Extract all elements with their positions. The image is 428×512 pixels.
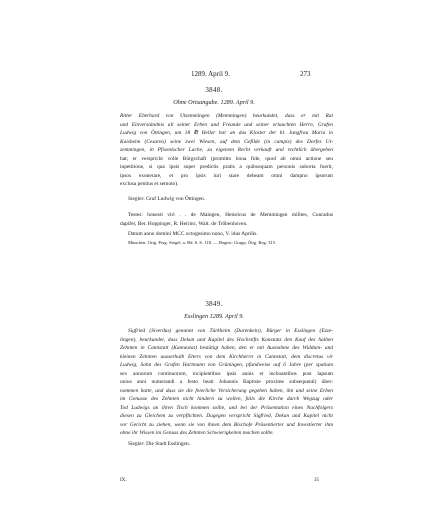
regest-line: ohne ihr Wissen im Genuss des Zehnten Schwierigkeiten machen sollte.: [120, 430, 274, 436]
page-number: 273: [300, 70, 311, 78]
datum-line: Datum anno domini MCC octogesimo nono, V. idus Aprilis.: [128, 231, 258, 237]
regest-line: lingen), beurkundet, dass Dekan und Kapitel des Hochstifts Konstanz den Kauf des halben: [120, 336, 333, 343]
regest-line: ipsos exonerare, et pro ipsis iuri stare debeam omni dampno ipsorum: [120, 172, 333, 179]
regest-line: inpetitione, si qua ipsis super predictis pratis a quibusquam personis suborta fuerit,: [120, 164, 333, 170]
running-head-date: 1289. April 9.: [191, 70, 230, 78]
regest-line: nommen hatte, und dass sie die feierliche Versicherung gegeben haben, ihn und seine Erben: [120, 387, 333, 394]
regest-paragraph: [120, 327, 333, 438]
regest-paragraph: [120, 112, 333, 189]
regest-line: und Einverständnis all seiner Erben und Freunde und seiner erlauchten Herrn, Grafen: [120, 121, 333, 128]
regest-line: Ludwig, Sohn des Grafen Hartmann von Grüningen, pfandweise auf 6 Jahre (per spatium: [120, 362, 333, 368]
sheet-signature: 35: [314, 478, 319, 483]
testes-paragraph: [120, 211, 333, 228]
testes-line: Testes: honesti viri . . de Maingen, Heinricus de Memmingen milites, Cunradus: [128, 212, 333, 218]
document-number: 3849.: [205, 300, 223, 308]
regest-line: Sigfried (Siverdus) genannt von Türkheim (Durenkein), Bürger in Esslingen (Ezze-: [128, 328, 333, 334]
regest-line: Kaisheim (Cesarea) seine zwei Wiesen, auf dem Gefilde (in campis) des Dorfes Ut-: [120, 138, 333, 145]
regest-line: vor Gericht zu ziehen, wenn sie von ihnen dem Bischofe Präsentierter und Investierter ihm: [120, 421, 333, 428]
regest-line: sex annorum continuorum, incipientibus ipsis annis et inchoantibus post lapsum: [120, 370, 333, 377]
document-place-date: Esslingen 1289. April 9.: [184, 313, 244, 320]
document-place-date: Ohne Ortsangabe. 1289. April 9.: [173, 99, 255, 106]
regest-line: unius anni numerandi a festo beati Johannis Baptiste proxime subsequenti) über-: [120, 379, 333, 385]
document-number: 3848.: [205, 86, 223, 94]
regest-line: Ritter Eberhard von Utzemmingen (Memmingen) beurkundet, dass er mit Rat: [120, 113, 333, 119]
source-note: München. Orig. Perg. Siegel, a. Bd. 6, S. 118. — Regest: Grupp, Öttg. Reg. 315.: [128, 240, 277, 245]
siegler-line: Siegler: Die Stadt Esslingen.: [128, 441, 190, 447]
siegler-line: Siegler: Graf Ludwig von Öttingen.: [128, 196, 206, 202]
regest-line: zemmingen, in Pfisenlocher Lache, zu eigenem Recht verkauft und rechtlich übergeben: [120, 147, 333, 153]
regest-line: hat; er verspricht volle Bürgschaft (promitto bona fide, quod ab omni actione seu: [120, 155, 333, 162]
testes-line: dapifer, Ber. Hoppinger, R. Heirinc, Walt. de Tröbenhoven.: [120, 220, 248, 227]
regest-line: Ludwig von Öttingen, um 18 ℔ Heller bar an das Kloster der hl. Jungfrau Maria in: [120, 130, 333, 136]
regest-line: im Genusse des Zehnten nicht hindern zu wollen, falls die Kirche durch Wegzug oder: [120, 396, 333, 402]
volume-mark: IX.: [120, 478, 127, 483]
regest-line: exclusa penitus et semoto).: [120, 181, 179, 187]
regest-line: kleinen Zehnten ausserhalb Etters von dem Kirchherrn in Cannstatt, dem discretus vir: [120, 353, 333, 360]
regest-line: Tod Ludwigs an ihren Tisch kommen sollte, und bei der Präsentation eines Nachfolgers: [120, 404, 333, 411]
regest-line: diesen zu Gleichem zu verpflichten. Dagegen verspricht Sigfried, Dekan und Kapitel nicht: [120, 413, 333, 419]
page-footer: [120, 478, 333, 483]
regest-line: Zehnten in Cannstatt (Kannestat) bestätigt haben, den er mit Ausnahme des Widdum- und: [120, 345, 333, 351]
